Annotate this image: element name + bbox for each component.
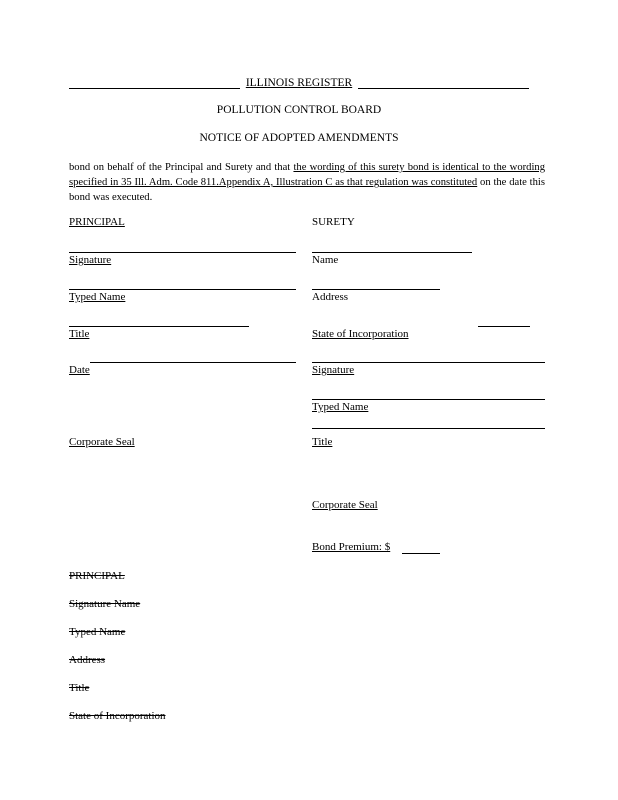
surety-heading: SURETY [312, 216, 355, 228]
surety-typed-name-label: Typed Name [312, 401, 369, 413]
surety-address-label: Address [312, 291, 349, 303]
struck-address: Address [69, 654, 106, 666]
paragraph-text-underlined: the wording of this surety bond is identical to the wording specified in 35 Ill. Adm. Code 811.Appendix A, Illustration C as that regulation was constituted [69, 162, 545, 188]
notice-title: NOTICE OF ADOPTED AMENDMENTS [199, 132, 399, 144]
register-title: ILLINOIS REGISTER [240, 77, 358, 89]
surety-corporate-seal-label: Corporate Seal [312, 499, 378, 511]
signature-line [69, 252, 296, 253]
surety-signature-line [312, 362, 545, 363]
surety-name-line [312, 252, 472, 253]
body-paragraph [69, 160, 545, 205]
surety-state-label: State of Incorporation [312, 328, 409, 340]
principal-date-label: Date [69, 364, 90, 376]
board-title: POLLUTION CONTROL BOARD [216, 104, 382, 116]
bond-premium-label: Bond Premium: $ [312, 541, 391, 553]
paragraph-text-1: bond on behalf of the Principal and Surety and that [69, 162, 294, 173]
struck-typed-name: Typed Name [69, 626, 126, 638]
date-line [90, 362, 296, 363]
struck-state-of-incorporation: State of Incorporation [69, 710, 166, 722]
struck-principal-heading: PRINCIPAL [69, 570, 125, 582]
surety-name-label: Name [312, 254, 339, 266]
principal-heading: PRINCIPAL [69, 216, 125, 228]
principal-typed-name-label: Typed Name [69, 291, 126, 303]
surety-state-line [478, 326, 530, 327]
principal-corporate-seal-label: Corporate Seal [69, 436, 135, 448]
surety-address-line [312, 289, 440, 290]
principal-signature-label: Signature [69, 254, 112, 266]
principal-title-label: Title [69, 328, 90, 340]
surety-signature-label: Signature [312, 364, 355, 376]
surety-title-label: Title [312, 436, 333, 448]
typed-name-line [69, 289, 296, 290]
bond-premium-line [402, 553, 440, 554]
title-line [69, 326, 249, 327]
struck-signature-name: Signature Name [69, 598, 141, 610]
struck-title: Title [69, 682, 90, 694]
surety-title-line [312, 428, 545, 429]
register-header [69, 77, 529, 91]
surety-typed-name-line [312, 399, 545, 400]
paragraph-text-3: on the date this bond was executed. [69, 177, 545, 203]
